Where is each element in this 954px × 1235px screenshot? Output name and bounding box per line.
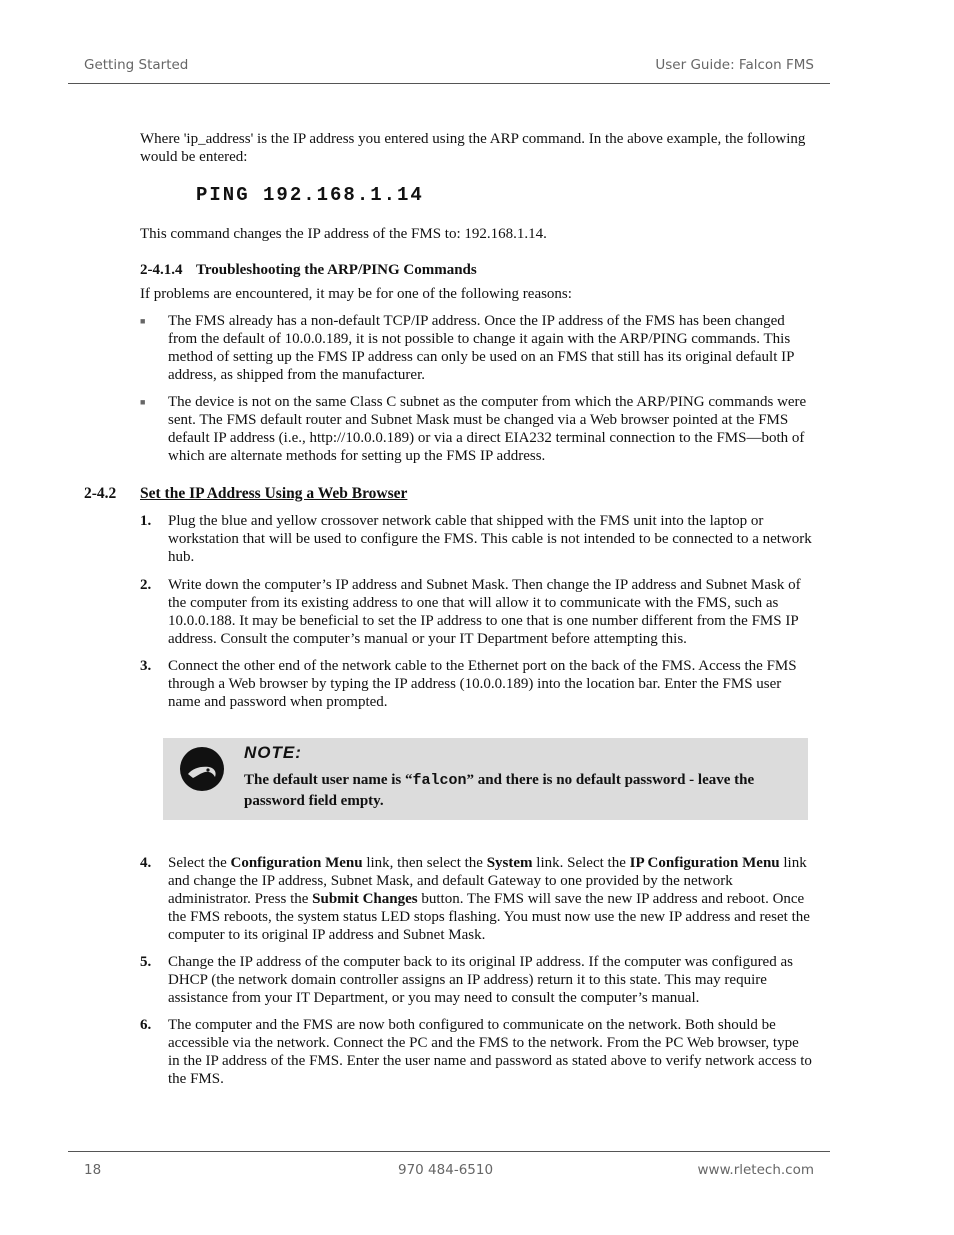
step-text: Plug the blue and yellow crossover network cable that shipped with the FMS unit into the laptop or workstation that will be used to configure the FMS. This cable is not intended to be connected to a network hub. — [168, 513, 812, 565]
page-number: 18 — [84, 1162, 102, 1178]
falcon-head-icon — [179, 746, 225, 792]
bullet-text: The FMS already has a non-default TCP/IP address. Once the IP address of the FMS has been changed from the default of 10.0.0.189, it is not possible to change it again with the ARP/PING commands. This method of setting up the FMS IP address can only be used on an FMS that still has its original default IP address, as shipped from the manufacturer. — [168, 313, 794, 383]
step-text-part: link. Select the — [532, 855, 630, 871]
note-box — [163, 738, 808, 820]
step-item — [140, 854, 812, 944]
page-footer — [68, 1151, 830, 1178]
intro-paragraph: Where 'ip_address' is the IP address you entered using the ARP command. In the above example, the following would be entered: — [140, 131, 806, 165]
page-header — [68, 57, 830, 84]
changes-paragraph: This command changes the IP address of the FMS to: 192.168.1.14. — [140, 226, 547, 242]
note-text — [244, 770, 799, 811]
section-number: 2-4.2 — [84, 485, 117, 502]
step-text: Write down the computer’s IP address and Subnet Mask. Then change the IP address and Subnet Mask of the computer from its existing address to one that will allow it to communicate with the FMS, such as 10.0.0.188. It may be beneficial to set the IP address to one that is one number different from the FMS IP address. Consult the computer’s manual or your IT Department before attempting this. — [168, 577, 801, 647]
bullet-square-icon: ■ — [140, 316, 146, 326]
bullet-text: The device is not on the same Class C subnet as the computer from which the ARP/PING commands were sent. The FMS default router and Subnet Mask must be changed via a Web browser pointed at the FMS default IP address (i.e., http://10.0.0.189) or via a direct EIA232 terminal connection to the FMS—both of which are alternate methods for setting up the FMS IP address. — [168, 394, 807, 464]
step-number: 1. — [140, 513, 152, 529]
bullet-item — [140, 312, 812, 384]
default-username: falcon — [412, 772, 467, 789]
step-number: 4. — [140, 855, 152, 871]
bullet-square-icon: ■ — [140, 397, 146, 407]
step-number: 2. — [140, 577, 152, 593]
step-text-part: button. The FMS will save the new IP address and reboot. Once the FMS reboots, the system status LED stops flashing. You must now use the new IP address and reset the computer to its original IP address and Subnet Mask. — [168, 891, 810, 943]
problems-intro: If problems are encountered, it may be for one of the following reasons: — [140, 286, 572, 302]
step-text-part: link and change the IP address, Subnet Mask, and default Gateway to one provided by the network administrator. Press the — [168, 855, 807, 907]
step-number: 6. — [140, 1017, 152, 1033]
step-number: 3. — [140, 658, 152, 674]
step-text: The computer and the FMS are now both configured to communicate on the network. Both should be accessible via the network. Connect the PC and the FMS to the network. From the PC Web browser, type in the IP address of the FMS. Enter the user name and password as stated above to verify network access to the FMS. — [168, 1017, 812, 1087]
note-text-post: ” and there is no default password - leave the password field empty. — [244, 772, 755, 809]
phone-number: 970 484-6510 — [398, 1162, 494, 1178]
subsection-title: Troubleshooting the ARP/PING Commands — [196, 262, 477, 278]
system-term: System — [486, 855, 533, 871]
note-heading: NOTE: — [244, 743, 302, 762]
website-link[interactable]: www.rletech.com — [697, 1162, 814, 1178]
section-title: Set the IP Address Using a Web Browser — [140, 485, 408, 502]
step-text-part: Select the — [168, 855, 231, 871]
step-item — [140, 512, 812, 566]
step-item — [140, 1016, 812, 1088]
note-text-pre: The default user name is “ — [244, 772, 413, 788]
step-item — [140, 657, 812, 711]
step-text-part: link, then select the — [362, 855, 487, 871]
subsection-heading — [140, 262, 477, 279]
header-document-title: User Guide: Falcon FMS — [655, 57, 814, 73]
step-text: Change the IP address of the computer back to its original IP address. If the computer was configured as DHCP (the network domain controller assigns an IP address) return it to this state. This may require assistance from your IT Department, or you may need to consult the computer’s manual. — [168, 954, 793, 1006]
subsection-number: 2-4.1.4 — [140, 262, 183, 278]
step-item — [140, 576, 812, 648]
step-text — [168, 854, 812, 944]
submit-changes-term: Submit Changes — [312, 891, 418, 907]
step-text: Connect the other end of the network cable to the Ethernet port on the back of the FMS. Access the FMS through a Web browser by typing the IP address (10.0.0.189) into the location bar. Enter the FMS user name and password when prompted. — [168, 658, 797, 710]
ip-configuration-menu-term: IP Configuration Menu — [629, 855, 780, 871]
header-section-title: Getting Started — [84, 57, 189, 73]
configuration-menu-term: Configuration Menu — [230, 855, 363, 871]
section-heading — [84, 485, 407, 503]
bullet-item — [140, 393, 812, 465]
ping-command: PING 192.168.1.14 — [196, 184, 424, 206]
step-item — [140, 953, 812, 1007]
step-number: 5. — [140, 954, 152, 970]
